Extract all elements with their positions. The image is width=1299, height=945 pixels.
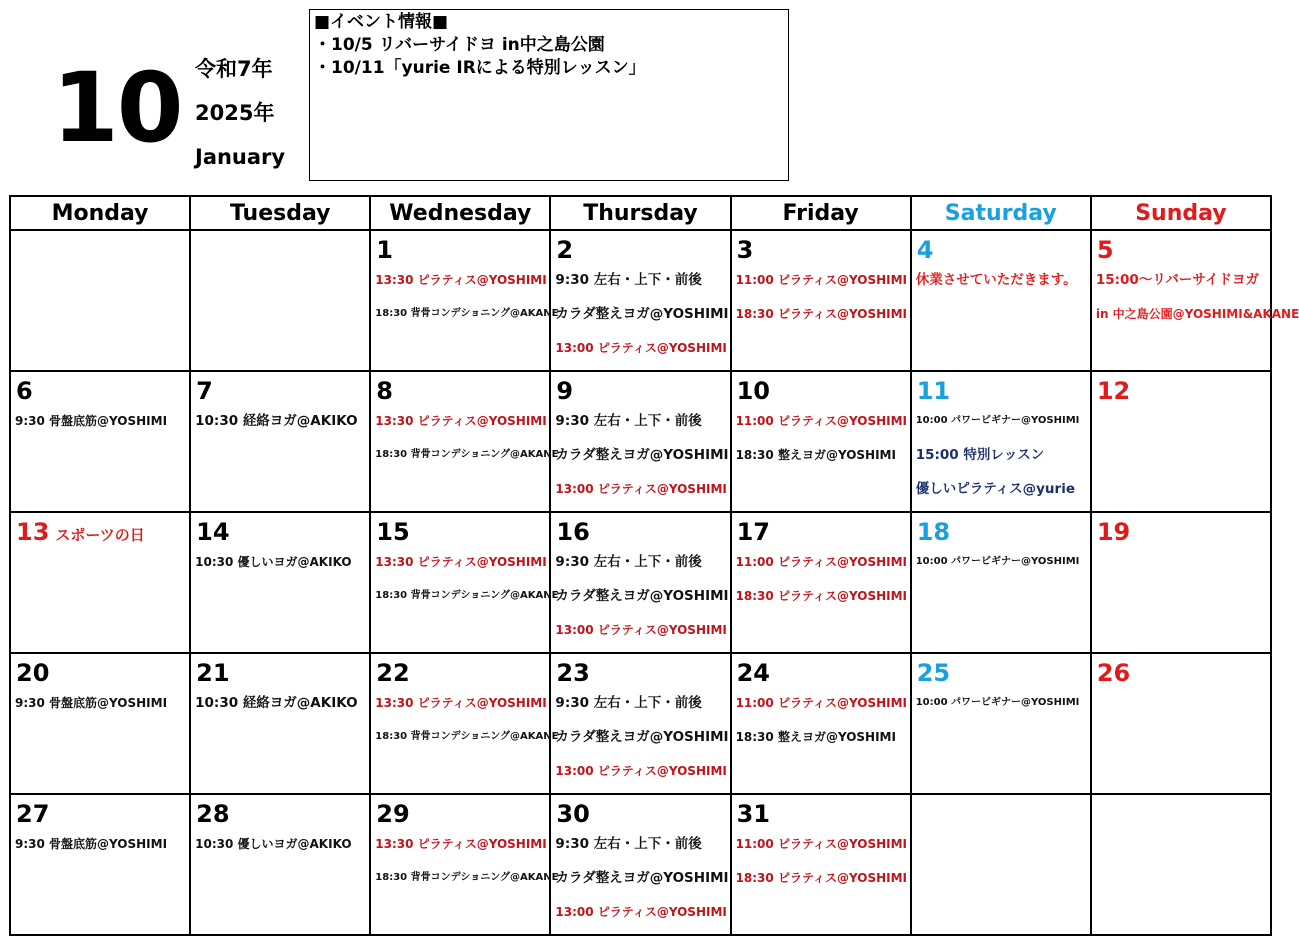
event-entry: 18:30 背骨コンデショニング@AKANE bbox=[375, 308, 559, 319]
day-number-text: 15 bbox=[376, 518, 410, 546]
event-entry: 18:30 背骨コンデショニング@AKANE bbox=[375, 872, 559, 883]
day-number bbox=[551, 795, 729, 827]
day-number bbox=[732, 513, 910, 545]
event-entry: 18:30 背骨コンデショニング@AKANE bbox=[375, 731, 559, 742]
event-entry: 9:30 骨盤底筋@YOSHIMI bbox=[15, 696, 168, 710]
event-entry: カラダ整えヨガ@YOSHIMI bbox=[555, 447, 729, 463]
weekday-thursday: Thursday bbox=[550, 196, 730, 230]
event-entry: 11:00 ピラティス@YOSHIMI bbox=[735, 414, 907, 428]
day-number-text: 4 bbox=[916, 236, 934, 264]
day-number bbox=[371, 654, 549, 686]
event-entry: 10:30 優しいヨガ@AKIKO bbox=[195, 837, 352, 851]
calendar-day-cell bbox=[911, 653, 1091, 794]
calendar-day-cell bbox=[731, 230, 911, 371]
event-info-title: ■イベント情報■ bbox=[314, 12, 449, 32]
weekday-wednesday: Wednesday bbox=[370, 196, 550, 230]
calendar-day-cell bbox=[370, 512, 559, 653]
day-number bbox=[371, 372, 549, 404]
event-entry: 9:30 左右・上下・前後 bbox=[555, 836, 702, 852]
event-entry: 13:30 ピラティス@YOSHIMI bbox=[375, 273, 547, 287]
day-number-text: 17 bbox=[736, 518, 770, 546]
day-number-text: 30 bbox=[556, 800, 590, 828]
day-number-text: 26 bbox=[1096, 659, 1131, 687]
calendar-day-cell bbox=[731, 512, 911, 653]
calendar-day-cell bbox=[911, 794, 1091, 935]
day-number-text: 8 bbox=[376, 377, 393, 405]
day-number bbox=[371, 231, 549, 263]
calendar-day-cell bbox=[10, 653, 190, 794]
day-number-text: 1 bbox=[376, 236, 393, 264]
calendar-day-cell bbox=[550, 653, 730, 794]
event-entry: 9:30 左右・上下・前後 bbox=[555, 554, 702, 570]
calendar-week-row bbox=[10, 794, 1271, 935]
event-entry: 11:00 ピラティス@YOSHIMI bbox=[735, 273, 907, 287]
event-info-line: ・10/11「yurie IRによる特別レッスン」 bbox=[314, 58, 646, 78]
day-number bbox=[732, 372, 910, 404]
calendar-day-cell bbox=[731, 794, 911, 935]
event-entry: 10:00 パワービギナー@YOSHIMI bbox=[915, 415, 1080, 426]
event-entry: 9:30 左右・上下・前後 bbox=[555, 695, 702, 711]
calendar-day-cell bbox=[550, 794, 730, 935]
day-number-text: 20 bbox=[16, 659, 50, 687]
event-entry: 10:30 経絡ヨガ@AKIKO bbox=[195, 413, 358, 429]
calendar-day-cell bbox=[10, 230, 190, 371]
calendar-week-row bbox=[10, 653, 1271, 794]
weekday-monday: Monday bbox=[10, 196, 190, 230]
day-number-text: 7 bbox=[196, 377, 213, 405]
day-number bbox=[191, 372, 369, 404]
calendar-day-cell bbox=[550, 512, 730, 653]
day-number bbox=[191, 513, 369, 545]
day-number-text: 16 bbox=[556, 518, 590, 546]
day-number-text: 31 bbox=[736, 800, 770, 828]
day-number bbox=[912, 372, 1090, 404]
event-entry: 10:30 経絡ヨガ@AKIKO bbox=[195, 695, 358, 711]
event-entry: 13:30 ピラティス@YOSHIMI bbox=[375, 837, 547, 851]
calendar-day-cell bbox=[1091, 653, 1271, 794]
day-number bbox=[912, 795, 1090, 827]
event-entry: 18:30 ピラティス@YOSHIMI bbox=[735, 589, 907, 603]
event-entry: カラダ整えヨガ@YOSHIMI bbox=[555, 729, 729, 745]
event-entry: 9:30 左右・上下・前後 bbox=[555, 272, 702, 288]
day-number bbox=[1092, 654, 1270, 686]
calendar-week-row bbox=[10, 230, 1271, 371]
weekday-saturday: Saturday bbox=[911, 196, 1091, 230]
day-number bbox=[191, 231, 369, 263]
calendar-day-cell bbox=[731, 371, 911, 512]
year: 2025年 bbox=[195, 101, 275, 125]
day-number bbox=[551, 231, 729, 263]
event-entry: 9:30 骨盤底筋@YOSHIMI bbox=[15, 414, 168, 428]
calendar-grid bbox=[9, 195, 1299, 936]
day-number-text: 10 bbox=[736, 377, 770, 405]
calendar-day-cell bbox=[370, 371, 559, 512]
day-number-text: 2 bbox=[556, 236, 574, 264]
event-entry: 13:00 ピラティス@YOSHIMI bbox=[555, 764, 727, 778]
calendar-day-cell bbox=[190, 230, 370, 371]
event-entry: 18:30 背骨コンデショニング@AKANE bbox=[375, 449, 559, 460]
day-number bbox=[551, 654, 729, 686]
day-number bbox=[1092, 513, 1270, 545]
day-number-text: 13 bbox=[16, 518, 50, 546]
calendar-day-cell bbox=[370, 230, 559, 371]
calendar-day-cell bbox=[10, 794, 190, 935]
day-number bbox=[912, 231, 1090, 263]
holiday-label: スポーツの日 bbox=[55, 526, 145, 544]
day-number bbox=[1092, 231, 1270, 263]
calendar-day-cell bbox=[550, 230, 730, 371]
day-number-text: 21 bbox=[196, 659, 230, 687]
event-entry: カラダ整えヨガ@YOSHIMI bbox=[555, 870, 729, 886]
calendar-day-cell bbox=[370, 794, 559, 935]
day-number bbox=[732, 231, 910, 263]
event-entry: 10:30 優しいヨガ@AKIKO bbox=[195, 555, 352, 569]
event-entry: 13:00 ピラティス@YOSHIMI bbox=[555, 905, 727, 919]
event-entry: 休業させていただきます。 bbox=[915, 272, 1077, 288]
event-info-line: ・10/5 リバーサイドヨ in中之島公園 bbox=[314, 35, 605, 55]
event-info-box bbox=[309, 9, 789, 181]
event-entry: 13:30 ピラティス@YOSHIMI bbox=[375, 696, 547, 710]
weekday-header-row bbox=[10, 196, 1271, 230]
day-number-text: 3 bbox=[736, 236, 754, 264]
event-entry: 9:30 左右・上下・前後 bbox=[555, 413, 702, 429]
day-number-text: 28 bbox=[196, 800, 230, 828]
date-info bbox=[195, 54, 285, 186]
day-number-text: 27 bbox=[16, 800, 50, 828]
calendar-day-cell bbox=[10, 512, 190, 653]
day-number bbox=[11, 231, 189, 263]
day-number bbox=[732, 795, 910, 827]
calendar-day-cell bbox=[1091, 794, 1271, 935]
event-entry: 9:30 骨盤底筋@YOSHIMI bbox=[15, 837, 168, 851]
weekday-sunday: Sunday bbox=[1091, 196, 1271, 230]
day-number bbox=[1092, 795, 1270, 827]
day-number-text: 14 bbox=[196, 518, 230, 546]
calendar-day-cell bbox=[370, 653, 559, 794]
calendar-week-row bbox=[10, 512, 1271, 653]
event-entry: 15:00～リバーサイドヨガ bbox=[1095, 272, 1259, 288]
day-number-text: 9 bbox=[556, 377, 574, 405]
calendar-day-cell bbox=[1091, 371, 1271, 512]
day-number-text: 12 bbox=[1096, 377, 1131, 405]
day-number-text: 19 bbox=[1096, 518, 1131, 546]
day-number bbox=[11, 795, 189, 827]
calendar-day-cell bbox=[550, 371, 730, 512]
calendar-week-row bbox=[10, 371, 1271, 512]
event-entry: 13:30 ピラティス@YOSHIMI bbox=[375, 414, 547, 428]
day-number bbox=[371, 795, 549, 827]
day-number bbox=[371, 513, 549, 545]
day-number bbox=[11, 513, 189, 545]
day-number bbox=[11, 372, 189, 404]
calendar-day-cell bbox=[1091, 512, 1271, 653]
event-entry: カラダ整えヨガ@YOSHIMI bbox=[555, 588, 729, 604]
day-number bbox=[551, 513, 729, 545]
weekday-tuesday: Tuesday bbox=[190, 196, 370, 230]
day-number bbox=[912, 513, 1090, 545]
event-entry: 11:00 ピラティス@YOSHIMI bbox=[735, 555, 907, 569]
event-entry: 13:30 ピラティス@YOSHIMI bbox=[375, 555, 547, 569]
day-number-text: 6 bbox=[16, 377, 33, 405]
calendar-day-cell bbox=[911, 512, 1091, 653]
day-number bbox=[732, 654, 910, 686]
event-entry: 18:30 整えヨガ@YOSHIMI bbox=[735, 730, 896, 744]
day-number bbox=[191, 654, 369, 686]
event-entry: 10:00 パワービギナー@YOSHIMI bbox=[915, 697, 1080, 708]
day-number-text: 18 bbox=[916, 518, 951, 546]
day-number-text: 24 bbox=[736, 659, 770, 687]
event-entry: 優しいピラティス@yurie bbox=[915, 481, 1075, 497]
calendar-day-cell bbox=[911, 371, 1091, 512]
event-entry: 10:00 パワービギナー@YOSHIMI bbox=[915, 556, 1080, 567]
event-entry: 18:30 背骨コンデショニング@AKANE bbox=[375, 590, 559, 601]
day-number bbox=[11, 654, 189, 686]
calendar-day-cell bbox=[1091, 230, 1299, 371]
day-number-text: 22 bbox=[376, 659, 410, 687]
day-number bbox=[912, 654, 1090, 686]
event-entry: 18:30 整えヨガ@YOSHIMI bbox=[735, 448, 896, 462]
event-entry: 11:00 ピラティス@YOSHIMI bbox=[735, 837, 907, 851]
calendar-day-cell bbox=[10, 371, 190, 512]
event-entry: カラダ整えヨガ@YOSHIMI bbox=[555, 306, 729, 322]
event-entry: in 中之島公園@YOSHIMI&AKANE bbox=[1095, 307, 1299, 321]
calendar-day-cell bbox=[911, 230, 1091, 371]
event-entry: 13:00 ピラティス@YOSHIMI bbox=[555, 623, 727, 637]
event-entry: 11:00 ピラティス@YOSHIMI bbox=[735, 696, 907, 710]
event-entry: 18:30 ピラティス@YOSHIMI bbox=[735, 871, 907, 885]
day-number-text: 11 bbox=[916, 377, 951, 405]
calendar-day-cell bbox=[190, 371, 370, 512]
day-number bbox=[191, 795, 369, 827]
calendar-day-cell bbox=[190, 794, 370, 935]
day-number-text: 5 bbox=[1096, 236, 1114, 264]
event-entry: 15:00 特別レッスン bbox=[915, 447, 1045, 463]
day-number-text: 29 bbox=[376, 800, 410, 828]
day-number bbox=[1092, 372, 1270, 404]
month-name: January bbox=[195, 145, 286, 169]
event-entry: 13:00 ピラティス@YOSHIMI bbox=[555, 341, 727, 355]
day-number-text: 25 bbox=[916, 659, 951, 687]
era-year: 令和7年 bbox=[195, 57, 273, 81]
day-number-text: 23 bbox=[556, 659, 590, 687]
month-number: 10 bbox=[52, 52, 182, 164]
event-entry: 13:00 ピラティス@YOSHIMI bbox=[555, 482, 727, 496]
calendar-day-cell bbox=[190, 653, 370, 794]
event-entry: 18:30 ピラティス@YOSHIMI bbox=[735, 307, 907, 321]
day-number bbox=[551, 372, 729, 404]
weekday-friday: Friday bbox=[731, 196, 911, 230]
calendar-day-cell bbox=[731, 653, 911, 794]
calendar-day-cell bbox=[190, 512, 370, 653]
